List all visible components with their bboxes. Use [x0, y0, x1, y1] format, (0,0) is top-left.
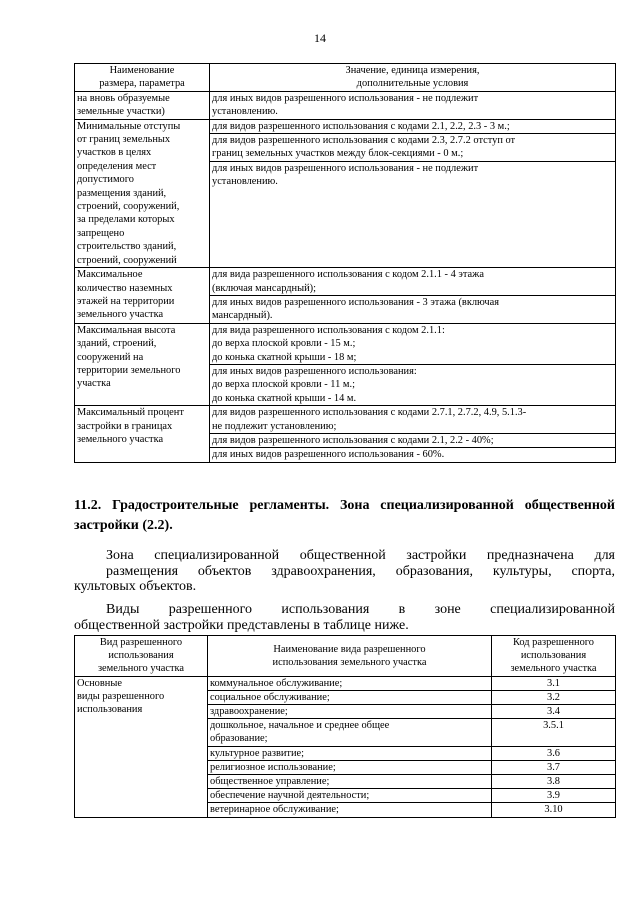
header-line: Наименование: [109, 65, 175, 76]
parameter-value-line: до конька скатной крыши - 14 м.: [212, 392, 357, 404]
usage-types-table-body: [75, 636, 616, 818]
header-line: Значение, единица измерения,: [345, 65, 480, 76]
usage-code: 3.6: [492, 746, 616, 760]
usage-name-line: образование;: [210, 733, 268, 745]
parameter-value-block: [210, 447, 615, 461]
parameter-name-line: допустимого: [77, 174, 134, 186]
header-line: Наименование вида разрешенного: [273, 643, 426, 655]
paragraph-line: Зона специализированной общественной застройки предназначена для: [106, 548, 615, 563]
usage-name: [208, 803, 492, 817]
parameter-value-block: [210, 268, 615, 295]
parameter-value-line: установлению.: [212, 176, 278, 188]
parameter-value-line: для видов разрешенного использования с кодами 2.7.1, 2.7.2, 4.9, 5.1.3-: [212, 407, 527, 419]
parameter-value-line: мансардный).: [212, 310, 273, 322]
parameter-name-line: от границ земельных: [77, 134, 171, 146]
parameter-name-line: застройки в границах: [77, 420, 173, 432]
parameter-name: [75, 323, 210, 405]
parameter-value-line: не подлежит установлению;: [212, 420, 337, 432]
usage-types-paragraph: [74, 602, 615, 633]
parameter-value-line: для видов разрешенного использования с кодами 2.1, 2.2 - 40%;: [212, 434, 494, 446]
parameter-name-line: земельные участки): [77, 106, 165, 118]
parameter-value-block: [210, 133, 615, 161]
parameter-name-line: земельного участка: [77, 433, 164, 445]
parameter-value-block: [210, 433, 615, 447]
usage-name-line: коммунальное обслуживание;: [210, 677, 343, 689]
parameter-value-block: [210, 364, 615, 405]
usage-group-line: виды разрешенного: [77, 690, 165, 702]
parameter-name-line: на вновь образуемые: [77, 92, 170, 104]
parameter-name: [75, 91, 210, 119]
usage-code: 3.9: [492, 789, 616, 803]
usage-name-line: социальное обслуживание;: [210, 691, 330, 703]
paragraph-line: культовых объектов.: [74, 579, 197, 594]
parameters-table-body: [75, 64, 616, 463]
parameter-value: [210, 268, 616, 324]
usage-code: 3.1: [492, 676, 616, 690]
parameter-value-line: для вида разрешенного использования с кодом 2.1.1:: [212, 324, 445, 336]
usage-name: [208, 690, 492, 704]
parameter-name: [75, 119, 210, 267]
parameter-row: [75, 323, 616, 405]
usage-name: [208, 746, 492, 760]
header-line: Код разрешенного: [512, 637, 595, 648]
parameter-name-line: определения мест: [77, 160, 157, 172]
parameter-name-line: за пределами которых: [77, 214, 175, 226]
parameter-name-line: территории земельного: [77, 364, 181, 376]
header-parameter-value: [210, 64, 616, 92]
usage-code: 3.10: [492, 803, 616, 817]
usage-code: 3.5.1: [492, 719, 616, 746]
usage-name: [208, 719, 492, 746]
parameter-value: [210, 119, 616, 267]
header-line: земельного участка: [510, 663, 597, 675]
parameter-value-line: до верха плоской кровли - 11 м.;: [212, 379, 355, 391]
parameter-value-block: [210, 406, 615, 433]
parameter-name-line: участков в целях: [77, 147, 152, 159]
header-line: использования: [520, 650, 587, 662]
usage-name-line: дошкольное, начальное и среднее общее: [210, 720, 390, 732]
parameter-value-line: (включая мансардный);: [212, 282, 317, 294]
parameter-name-line: участка: [77, 378, 111, 390]
parameter-value-line: для видов разрешенного использования с кодами 2.1, 2.2, 2.3 - 3 м.;: [212, 120, 510, 132]
parameter-name-line: размещения зданий,: [77, 187, 167, 199]
section-heading: 11.2. Градостроительные регламенты. Зона специализированной общественной застройки (2.2).: [74, 498, 615, 533]
parameter-value-line: для иных видов разрешенного использования - 3 этажа (включая: [212, 296, 500, 308]
usage-group-line: использования: [77, 704, 143, 716]
parameter-name-line: зданий, строений,: [77, 338, 157, 350]
header-line: Вид разрешенного: [99, 637, 183, 648]
parameter-name-line: запрещено: [77, 227, 125, 239]
header-usage-code: [492, 636, 616, 677]
parameter-value-block: [210, 92, 615, 119]
header-line: использования земельного участка: [272, 656, 427, 668]
parameter-value-line: до верха плоской кровли - 15 м.;: [212, 338, 356, 350]
parameter-value-line: границ земельных участков между блок-секциями - 0 м.;: [212, 148, 464, 160]
usage-name: [208, 789, 492, 803]
header-parameter-name: [75, 64, 210, 92]
usage-group: [75, 676, 208, 817]
usage-name-line: обеспечение научной деятельности;: [210, 790, 370, 802]
usage-name-line: общественное управление;: [210, 776, 330, 788]
parameter-row: [75, 119, 616, 267]
header-usage-name: [208, 636, 492, 677]
header-usage-type: [75, 636, 208, 677]
parameter-name-line: Максимальное: [77, 269, 143, 281]
parameter-value-block: [210, 324, 615, 364]
parameter-name-line: Минимальные отступы: [77, 120, 181, 132]
usage-group-line: Основные: [77, 677, 122, 689]
parameter-value-line: для вида разрешенного использования с кодом 2.1.1 - 4 этажа: [212, 269, 484, 281]
usage-code: 3.2: [492, 690, 616, 704]
usage-name-line: культурное развитие;: [210, 747, 305, 759]
parameter-name-line: Максимальный процент: [77, 407, 184, 419]
parameter-name: [75, 406, 210, 463]
parameter-value-line: для иных видов разрешенного использования:: [212, 365, 417, 377]
parameter-value-block: [210, 295, 615, 323]
usage-name: [208, 775, 492, 789]
parameter-value-line: до конька скатной крыши - 18 м;: [212, 351, 357, 363]
parameter-name-line: сооружений на: [77, 351, 144, 363]
parameter-value-block: [210, 120, 615, 133]
usage-code: 3.7: [492, 760, 616, 774]
zone-description-paragraph: [74, 548, 615, 595]
parameters-table: [74, 63, 616, 463]
header-line: использования: [108, 650, 174, 662]
parameter-name-line: Максимальная высота: [77, 324, 176, 336]
usage-types-table: [74, 635, 616, 818]
parameter-value: [210, 91, 616, 119]
usage-code: 3.4: [492, 705, 616, 719]
parameter-value-line: для видов разрешенного использования с кодами 2.3, 2.7.2 отступ от: [212, 135, 516, 147]
parameter-name-line: количество наземных: [77, 282, 173, 294]
parameter-value-line: для иных видов разрешенного использования - 60%.: [212, 449, 445, 461]
parameter-name-line: строений, сооружений,: [77, 201, 180, 213]
usage-name-line: религиозное использование;: [210, 761, 336, 773]
header-line: земельного участка: [97, 663, 185, 675]
paragraph-line: Виды разрешенного использования в зоне специализированной: [106, 602, 615, 617]
usage-name: [208, 676, 492, 690]
page-number: 14: [314, 31, 326, 45]
header-line: размера, параметра: [99, 78, 185, 90]
parameter-name-line: этажей на территории: [77, 295, 175, 307]
parameter-row: [75, 268, 616, 324]
parameters-table-header: [75, 64, 616, 92]
usage-name: [208, 705, 492, 719]
parameter-name: [75, 268, 210, 324]
parameter-value-line: для иных видов разрешенного использования - не подлежит: [212, 162, 479, 174]
header-line: дополнительные условия: [356, 78, 469, 90]
paragraph-line: общественной застройки представлены в таблице ниже.: [74, 617, 409, 633]
parameter-name-line: земельного участка: [77, 309, 164, 321]
usage-name-line: ветеринарное обслуживание;: [210, 804, 339, 816]
parameter-name-line: строительство зданий,: [77, 241, 177, 253]
parameter-row: [75, 91, 616, 119]
parameter-value: [210, 323, 616, 405]
parameter-value-line: установлению.: [212, 106, 278, 118]
usage-row: [75, 676, 616, 690]
parameter-row: [75, 406, 616, 463]
parameter-value-line: для иных видов разрешенного использования - не подлежит: [212, 92, 479, 104]
usage-types-table-header: [75, 636, 616, 677]
parameter-name-line: строений, сооружений: [77, 254, 177, 266]
usage-code: 3.8: [492, 775, 616, 789]
parameter-value-block: [210, 161, 615, 189]
usage-name: [208, 760, 492, 774]
parameter-value: [210, 406, 616, 463]
usage-name-line: здравоохранение;: [210, 706, 288, 718]
paragraph-line: размещения объектов здравоохранения, образования, культуры, спорта,: [106, 563, 615, 579]
